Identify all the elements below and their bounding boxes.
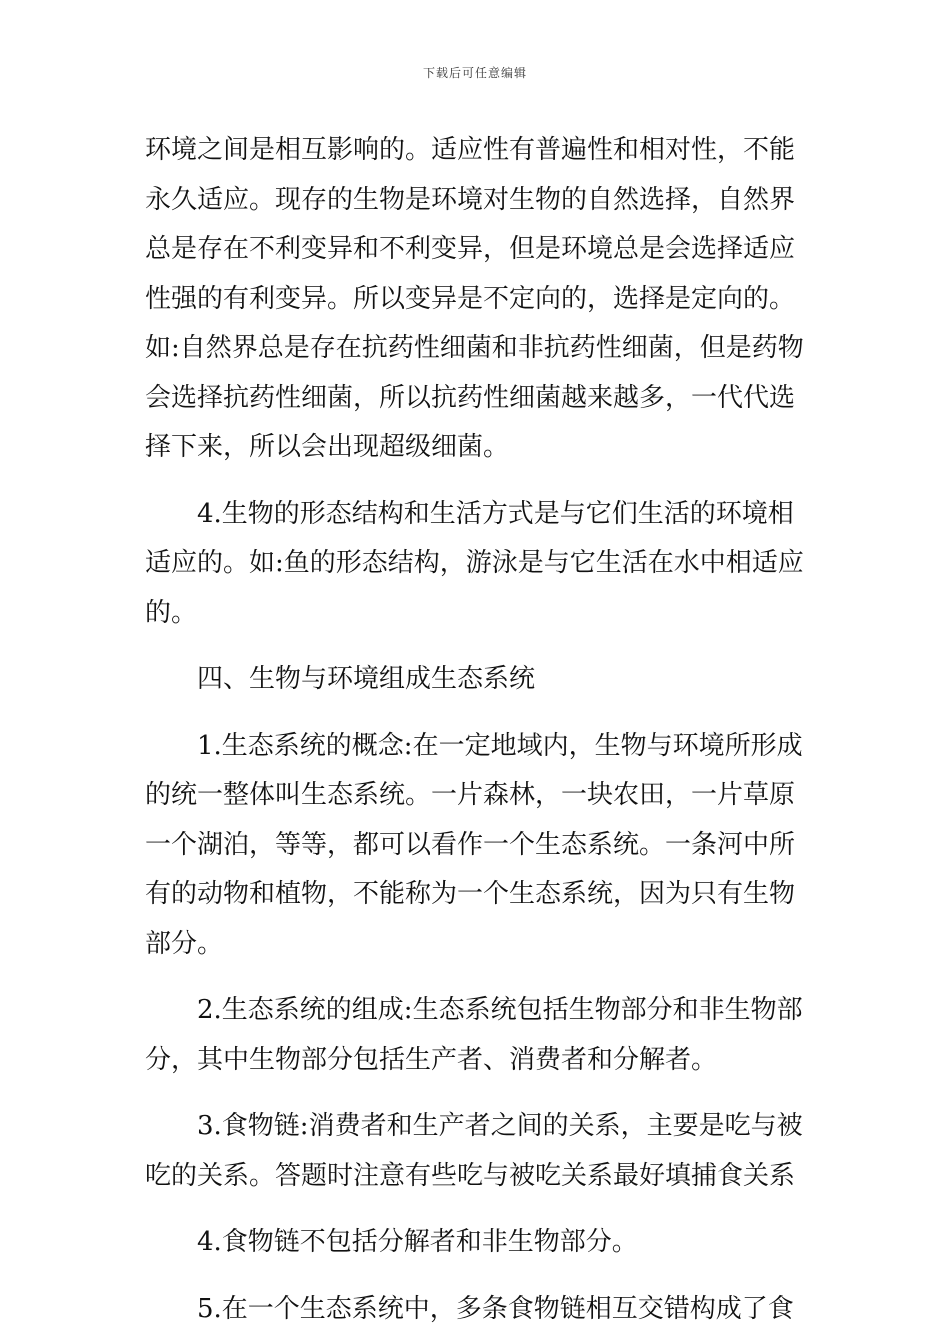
paragraph-start-line: 1.生态系统的概念:在一定地域内，生物与环境所形成	[197, 730, 803, 761]
text-line: 的。	[145, 597, 198, 628]
text-line: 如:自然界总是存在抗药性细菌和非抗药性细菌，但是药物	[145, 333, 804, 363]
page-header-watermark: 下载后可任意编辑	[422, 66, 527, 80]
text-line: 部分。	[145, 928, 224, 959]
text-line: 适应的。如:鱼的形态结构，游泳是与它生活在水中相适应	[145, 548, 804, 578]
text-line: 有的动物和植物，不能称为一个生态系统，因为只有生物	[145, 879, 796, 909]
paragraph-start-line: 5.在一个生态系统中，多条食物链相互交错构成了食	[197, 1293, 794, 1324]
text-line: 分，其中生物部分包括生产者、消费者和分解者。	[145, 1044, 718, 1075]
paragraph-start-line: 2.生态系统的组成:生态系统包括生物部分和非生物部	[197, 995, 803, 1025]
text-line: 总是存在不利变异和不利变异，但是环境总是会选择适应	[145, 234, 796, 264]
paragraph-start-line: 4.生物的形态结构和生活方式是与它们生活的环境相	[197, 498, 794, 529]
text-line: 吃的关系。答题时注意有些吃与被吃关系最好填捕食关系	[145, 1160, 796, 1191]
text-line: 环境之间是相互影响的。适应性有普遍性和相对性，不能	[145, 135, 796, 165]
text-line: 一个湖泊，等等，都可以看作一个生态系统。一条河中所	[145, 829, 796, 860]
paragraph-start-line: 4.食物链不包括分解者和非生物部分。	[197, 1227, 638, 1257]
text-line: 性强的有利变异。所以变异是不定向的，选择是定向的。	[145, 283, 796, 314]
document-body	[145, 126, 810, 1334]
paragraph-start-line: 3.食物链:消费者和生产者之间的关系，主要是吃与被	[197, 1111, 803, 1141]
text-line: 永久适应。现存的生物是环境对生物的自然选择，自然界	[145, 184, 796, 215]
text-line: 会选择抗药性细菌，所以抗药性细菌越来越多，一代代选	[145, 382, 796, 413]
section-heading: 四、生物与环境组成生态系统	[197, 664, 536, 694]
text-line: 择下来，所以会出现超级细菌。	[145, 432, 510, 462]
text-line: 的统一整体叫生态系统。一片森林，一块农田，一片草原	[145, 780, 796, 810]
